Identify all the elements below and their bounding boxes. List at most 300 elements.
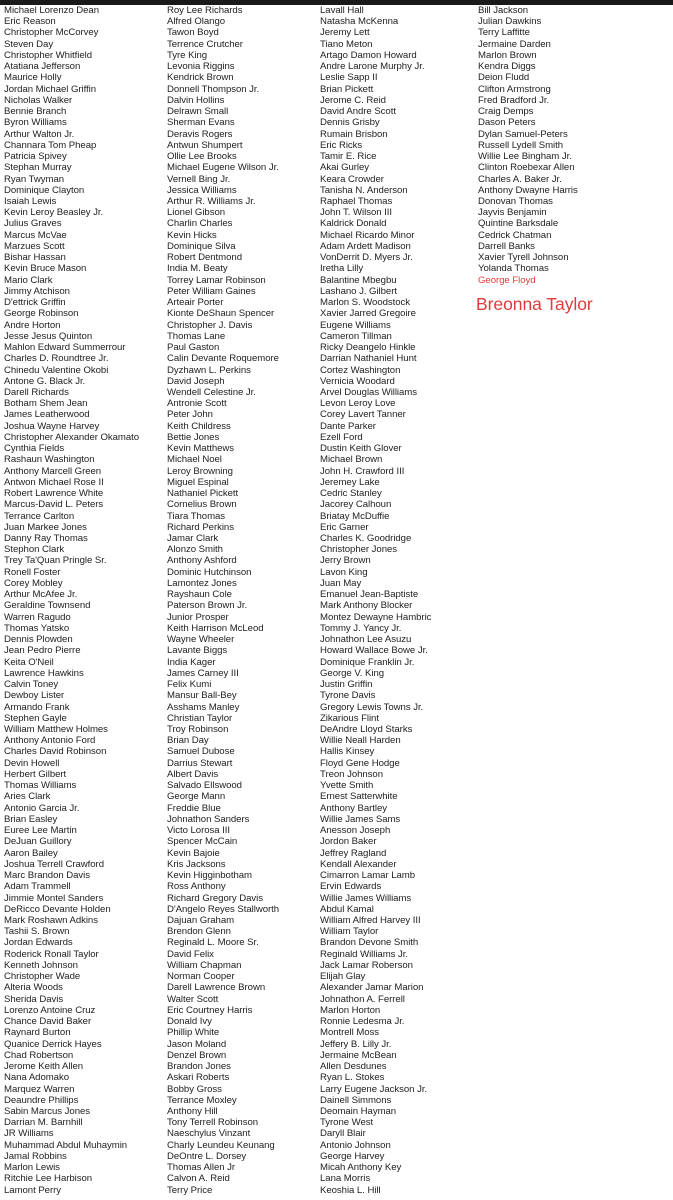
name-entry: Tamir E. Rice [320, 151, 377, 163]
name-entry: Aaron Bailey [4, 847, 58, 859]
name-entry: Muhammad Abdul Muhaymin [4, 1139, 128, 1151]
name-entry: Gregory Lewis Towns Jr. [320, 701, 424, 713]
name-entry: Marlon Horton [320, 1004, 381, 1016]
name-entry: Brendon Glenn [167, 926, 231, 938]
name-entry: Rayshaun Cole [167, 589, 232, 601]
name-entry: Ritchie Lee Harbison [4, 1173, 93, 1185]
name-entry: Jeffery B. Lilly Jr. [320, 1038, 392, 1050]
name-entry: Willie James Sams [320, 813, 401, 825]
name-entry: Brian Easley [4, 813, 58, 825]
name-entry: Antwon Michael Rose II [4, 476, 104, 488]
name-entry: Akai Gurley [320, 162, 370, 174]
name-entry: Briatay McDuffie [320, 510, 390, 522]
name-entry: Tawon Boyd [167, 27, 219, 39]
name-entry: James Carney III [167, 667, 239, 679]
name-entry: Dennis Grisby [320, 117, 380, 129]
name-entry: Ronell Foster [4, 566, 61, 578]
name-entry: Byron Williams [4, 117, 67, 129]
name-entry: DeAndre Lloyd Starks [320, 724, 413, 735]
name-entry: Xavier Tyrell Johnson [478, 252, 569, 264]
name-entry: Darrius Stewart [167, 757, 233, 769]
name-entry: Cameron Tillman [320, 330, 392, 342]
name-entry: Allen Desdunes [320, 1061, 387, 1073]
name-entry: Ernest Satterwhite [320, 791, 398, 803]
name-entry: Eugene Williams [320, 319, 391, 331]
name-entry: Bennie Branch [4, 106, 67, 118]
name-entry: Johnathon Lee Asuzu [320, 634, 412, 646]
name-entry: Walter Scott [167, 993, 219, 1005]
name-entry: Tyre King [167, 49, 208, 61]
name-entry: Bobby Gross [167, 1083, 222, 1095]
name-entry: Andre Horton [4, 319, 61, 331]
name-entry: Stephan Murray [4, 162, 72, 174]
name-entry: Albert Davis [167, 768, 219, 780]
name-entry: Jean Pedro Pierre [4, 645, 81, 657]
name-entry: Keith Harrison McLeod [167, 622, 264, 634]
name-entry: Vernicia Woodard [320, 375, 395, 387]
name-entry: Charles K. Goodridge [320, 533, 412, 545]
name-entry: John T. Wilson III [320, 207, 392, 219]
name-entry: Donovan Thomas [478, 195, 553, 207]
name-entry: Arvel Douglas Williams [320, 386, 417, 398]
name-entry: Arteair Porter [167, 297, 224, 309]
name-entry: Yvette Smith [320, 780, 374, 792]
name-entry: Stephon Clark [4, 544, 65, 556]
featured-name: Breonna Taylor [476, 293, 593, 314]
name-entry: Thomas Allen Jr [167, 1162, 236, 1174]
name-entry: Thomas Williams [4, 780, 77, 792]
name-entry: Rashaun Washington [4, 454, 95, 466]
name-entry: Paterson Brown Jr. [167, 600, 248, 612]
name-entry: Asshams Manley [167, 701, 240, 713]
name-entry: Raphael Thomas [320, 195, 393, 207]
name-entry: Thomas Lane [167, 330, 226, 342]
name-entry: Donald Ivy [167, 1016, 212, 1028]
name-entry: Keoshia L. Hill [320, 1184, 381, 1196]
name-entry: Dominique Silva [167, 240, 236, 252]
name-entry: Kionte DeShaun Spencer [167, 308, 275, 320]
name-entry: Jack Lamar Roberson [320, 959, 413, 971]
name-entry: Samuel Dubose [167, 746, 235, 758]
name-entry: Antonio Johnson [320, 1139, 391, 1151]
name-entry: Marlon Brown [478, 49, 537, 61]
name-entry: Brandon Jones [167, 1061, 231, 1073]
name-entry: Donnell Thompson Jr. [167, 83, 260, 95]
name-entry: Arthur Walton Jr. [4, 128, 75, 140]
name-entry: Hallis Kinsey [320, 746, 375, 758]
name-entry: Jerome C. Reid [320, 94, 386, 106]
name-entry: William Alfred Harvey III [320, 914, 421, 926]
name-entry: Dalvin Hollins [167, 94, 225, 106]
name-entry: Levon Leroy Love [320, 398, 396, 410]
name-entry: Kevin Bajoie [167, 847, 220, 859]
name-entry: Lavon King [320, 566, 368, 578]
name-entry: Salvado Ellswood [167, 780, 242, 792]
name-entry: Johnathon Sanders [167, 813, 250, 825]
name-entry: David Felix [167, 948, 214, 960]
name-entry: Juan May [320, 577, 362, 589]
name-entry: Eric Ricks [320, 139, 363, 151]
name-entry: Christian Taylor [167, 712, 233, 724]
name-entry: George Robinson [4, 308, 79, 320]
name-entry: Tyrone West [320, 1117, 374, 1129]
name-entry: George Harvey [320, 1150, 385, 1162]
name-entry: Joshua Terrell Crawford [4, 858, 104, 870]
name-entry: Christopher Alexander Okamato [4, 431, 140, 443]
name-entry: Ollie Lee Brooks [167, 151, 237, 163]
name-entry: Jeremey Lake [320, 476, 380, 488]
name-entry: Dason Peters [478, 117, 536, 129]
name-entry: Chance David Baker [4, 1016, 92, 1028]
name-entry: Brian Pickett [320, 83, 374, 95]
name-entry: Trey Ta'Quan Pringle Sr. [4, 555, 107, 567]
name-entry: Dominique Franklin Jr. [320, 656, 415, 668]
name-entry: Jimmie Montel Sanders [4, 892, 104, 904]
name-entry: Terry Price [167, 1184, 213, 1196]
name-entry: Jordon Baker [320, 836, 377, 848]
name-entry: Richard Perkins [167, 521, 234, 533]
name-entry: Jerry Brown [320, 555, 371, 567]
name-entry: Willie Neall Harden [320, 735, 401, 747]
name-entry: JR Williams [4, 1128, 54, 1140]
name-entry: Tanisha N. Anderson [320, 184, 408, 196]
name-entry: Cedrick Chatman [478, 229, 552, 241]
name-entry: Keara Crowder [320, 173, 384, 185]
name-entry: Quintine Barksdale [478, 218, 559, 230]
name-entry: John H. Crawford III [320, 465, 405, 477]
name-entry: Dustin Keith Glover [320, 443, 402, 455]
name-entry: Danny Ray Thomas [4, 533, 88, 545]
name-entry: Kevin Hicks [167, 229, 217, 241]
name-entry: Kevin Bruce Mason [4, 263, 87, 275]
name-entry: Alfred Olango [167, 16, 226, 28]
name-entry: Jesse Jesus Quinton [4, 330, 93, 342]
name-entry: Antronie Scott [167, 398, 227, 410]
highlighted-name-entry: George Floyd [478, 274, 536, 286]
name-entry: Yolanda Thomas [478, 263, 549, 275]
name-entry: Tyrone Davis [320, 690, 376, 702]
name-entry: Dainell Simmons [320, 1094, 392, 1106]
names-column-1 [4, 5, 139, 1196]
name-entry: Natasha McKenna [320, 16, 399, 28]
name-entry: Sabin Marcus Jones [4, 1105, 91, 1117]
name-entry: Vernell Bing Jr. [167, 173, 231, 185]
name-entry: Darrell Banks [478, 240, 535, 252]
name-entry: Marcus McVae [4, 229, 67, 241]
name-entry: Spencer McCain [167, 836, 238, 848]
name-entry: Leslie Sapp II [320, 72, 378, 84]
name-entry: Jordan Edwards [4, 937, 73, 949]
name-entry: Kenneth Johnson [4, 959, 78, 971]
name-entry: Rumain Brisbon [320, 128, 388, 140]
name-entry: Sherida Davis [4, 993, 64, 1005]
name-entry: Isaiah Lewis [4, 195, 57, 207]
name-entry: Dewboy Lister [4, 690, 65, 702]
name-entry: Lionel Gibson [167, 207, 226, 219]
name-entry: Ezell Ford [320, 431, 363, 443]
name-entry: Jacorey Calhoun [320, 499, 392, 511]
name-entry: Marc Brandon Davis [4, 870, 91, 882]
name-entry: Mark Anthony Blocker [320, 600, 413, 612]
name-entry: Alexander Jamar Marion [320, 982, 424, 994]
name-entry: Kevin Leroy Beasley Jr. [4, 207, 104, 219]
name-entry: Ryan Twyman [4, 173, 65, 185]
name-entry: Christopher Wade [4, 971, 81, 983]
name-entry: Dennis Plowden [4, 634, 73, 646]
name-entry: William Chapman [167, 959, 242, 971]
name-entry: Dante Parker [320, 420, 376, 432]
name-entry: D'Angelo Reyes Stallworth [167, 903, 280, 915]
name-entry: Aries Clark [4, 791, 51, 803]
name-entry: Christopher Jones [320, 544, 398, 556]
name-entry: Felix Kumi [167, 679, 212, 691]
name-entry: Phillip White [167, 1027, 220, 1039]
name-entry: David Andre Scott [320, 106, 396, 118]
name-entry: Reginald Williams Jr. [320, 948, 408, 960]
name-entry: Patricia Spivey [4, 151, 67, 163]
name-entry: Dyzhawn L. Perkins [167, 364, 251, 376]
name-entry: Jordan Michael Griffin [4, 83, 97, 95]
name-entry: Naeschylus Vinzant [167, 1128, 251, 1140]
name-entry: Stephen Gayle [4, 712, 67, 724]
name-entry: Lamontez Jones [167, 577, 237, 589]
name-entry: Deomain Hayman [320, 1105, 397, 1117]
name-entry: Deion Fludd [478, 72, 530, 84]
name-entry: Corey Mobley [4, 577, 63, 589]
name-entry: Ross Anthony [167, 881, 226, 893]
name-entry: Askari Roberts [167, 1072, 230, 1084]
name-entry: Herbert Gilbert [4, 768, 67, 780]
name-entry: Christopher Whitfield [4, 49, 92, 61]
name-entry: Mahlon Edward Summerrour [4, 342, 126, 354]
name-entry: Ricky Deangelo Hinkle [320, 342, 416, 354]
name-entry: Euree Lee Martin [4, 825, 77, 837]
name-entry: Terry Laffitte [478, 27, 530, 39]
name-entry: Brandon Devone Smith [320, 937, 419, 949]
name-entry: Larry Eugene Jackson Jr. [320, 1083, 428, 1095]
name-entry: William Matthew Holmes [4, 724, 108, 735]
name-entry: Anthony Dwayne Harris [478, 184, 578, 196]
name-entry: Deaundre Phillips [4, 1094, 79, 1106]
name-entry: Bill Jackson [478, 5, 529, 16]
name-entry: Kaldrick Donald [320, 218, 387, 230]
name-entry: Cornelius Brown [167, 499, 237, 511]
name-entry: George V. King [320, 667, 385, 679]
name-entry: Elijah Glay [320, 971, 366, 983]
name-entry: Montrell Moss [320, 1027, 380, 1039]
name-entry: Jessica Williams [167, 184, 237, 196]
name-entry: Jason Moland [167, 1038, 227, 1050]
name-entry: Adam Trammell [4, 881, 71, 893]
name-entry: Armando Frank [4, 701, 70, 713]
name-entry: Kris Jacksons [167, 858, 226, 870]
name-entry: Sherman Evans [167, 117, 235, 129]
name-entry: DeJuan Guillory [4, 836, 72, 848]
name-entry: India M. Beaty [167, 263, 228, 275]
name-entry: David Joseph [167, 375, 225, 387]
name-entry: Arthur McAfee Jr. [4, 589, 78, 601]
name-entry: Daryll Blair [320, 1128, 366, 1140]
name-entry: James Leatherwood [4, 409, 90, 421]
name-entry: Keith Childress [167, 420, 231, 432]
name-entry: Freddie Blue [167, 802, 221, 814]
name-entry: Wayne Wheeler [167, 634, 235, 646]
name-entry: Nicholas Walker [4, 94, 73, 106]
name-entry: Dominique Clayton [4, 184, 85, 196]
name-entry: Charles D. Roundtree Jr. [4, 353, 109, 365]
name-entry: Jeremy Lett [320, 27, 370, 39]
name-entry: Treon Johnson [320, 768, 383, 780]
name-entry: Iretha Lilly [320, 263, 364, 275]
name-entry: Lorenzo Antoine Cruz [4, 1004, 96, 1016]
name-entry: Tiara Thomas [167, 510, 226, 522]
name-entry: Junior Prosper [167, 611, 229, 623]
name-entry: Nathaniel Pickett [167, 488, 239, 500]
name-entry: Atatiana Jefferson [4, 61, 81, 73]
name-entry: Antone G. Black Jr. [4, 375, 86, 387]
name-entry: Clinton Roebexar Allen [478, 162, 575, 174]
name-entry: Chinedu Valentine Okobi [4, 364, 109, 376]
name-entry: Lavante Biggs [167, 645, 228, 657]
name-entry: Warren Ragudo [4, 611, 71, 623]
name-entry: Kevin Higginbotham [167, 870, 252, 882]
name-entry: D'ettrick Griffin [4, 297, 66, 309]
name-entry: Abdul Kamal [320, 903, 374, 915]
name-entry: Lashano J. Gilbert [320, 285, 397, 297]
name-entry: Lamont Perry [4, 1184, 61, 1196]
name-entry: Eric Reason [4, 16, 56, 28]
name-entry: Antonio Garcia Jr. [4, 802, 80, 814]
name-entry: Anthony Bartley [320, 802, 387, 814]
name-entry: Montez Dewayne Hambric [320, 611, 432, 623]
name-entry: Darrian Nathaniel Hunt [320, 353, 417, 365]
name-entry: Charles A. Baker Jr. [478, 173, 562, 185]
name-entry: Bishar Hassan [4, 252, 66, 264]
name-entry: Terrance Carlton [4, 510, 75, 522]
name-entry: Delrawn Small [167, 106, 229, 118]
name-entry: Micah Anthony Key [320, 1162, 402, 1174]
name-entry: Leroy Browning [167, 465, 233, 477]
name-entry: Michael Ricardo Minor [320, 229, 415, 241]
name-entry: Jeffrey Ragland [320, 847, 387, 859]
names-column-3 [320, 5, 431, 1196]
name-entry: Calvin Toney [4, 679, 59, 691]
name-entry: Terrance Moxley [167, 1094, 237, 1106]
name-entry: Jermaine McBean [320, 1049, 397, 1061]
name-entry: Marlon S. Woodstock [320, 297, 411, 309]
name-entry: Willie Lee Bingham Jr. [478, 151, 572, 163]
name-entry: Tommy J. Yancy Jr. [320, 622, 402, 634]
name-entry: Justin Griffin [320, 679, 373, 691]
name-entry: Norman Cooper [167, 971, 235, 983]
name-entry: Christopher McCorvey [4, 27, 99, 39]
name-entry: Floyd Gene Hodge [320, 757, 400, 769]
name-entry: Levonia Riggins [167, 61, 235, 73]
name-entry: Xavier Jarred Gregoire [320, 308, 416, 320]
name-entry: Michael Eugene Wilson Jr. [167, 162, 279, 174]
name-entry: Kendrick Brown [167, 72, 234, 84]
name-entry: Roderick Ronall Taylor [4, 948, 99, 960]
name-entry: Alteria Woods [4, 982, 63, 994]
name-entry: Calvon A. Reid [167, 1173, 230, 1185]
name-entry: Cedric Stanley [320, 488, 382, 500]
name-entry: Darell Lawrence Brown [167, 982, 266, 994]
name-entry: Dylan Samuel-Peters [478, 128, 568, 140]
name-entry: Lana Morris [320, 1173, 371, 1185]
name-entry: Peter William Gaines [167, 285, 256, 297]
name-entry: Bettie Jones [167, 431, 220, 443]
name-entry: Marquez Warren [4, 1083, 75, 1095]
name-entry: Roy Lee Richards [167, 5, 243, 16]
name-entry: Julian Dawkins [478, 16, 542, 28]
name-entry: DeRicco Devante Holden [4, 903, 111, 915]
name-entry: Quanice Derrick Hayes [4, 1038, 102, 1050]
name-entry: Corey Lavert Tanner [320, 409, 406, 421]
name-entry: Kendra Diggs [478, 61, 536, 73]
name-entry: Fred Bradford Jr. [478, 94, 550, 106]
name-entry: Botham Shem Jean [4, 398, 88, 410]
name-entry: Marzues Scott [4, 240, 65, 252]
name-entry: Keita O'Neil [4, 656, 54, 668]
name-entry: Chad Robertson [4, 1049, 74, 1061]
name-entry: Howard Wallace Bowe Jr. [320, 645, 428, 657]
name-entry: Paul Gaston [167, 342, 220, 354]
name-entry: Miguel Espinal [167, 476, 229, 488]
names-column-2 [167, 5, 279, 1196]
name-entry: Geraldine Townsend [4, 600, 91, 612]
name-entry: Alonzo Smith [167, 544, 223, 556]
name-entry: Russell Lydell Smith [478, 139, 564, 151]
name-entry: Deravis Rogers [167, 128, 233, 140]
name-entry: Terrence Crutcher [167, 38, 243, 50]
name-entry: Mark Roshawn Adkins [4, 914, 98, 926]
name-entry: Cortez Washington [320, 364, 401, 376]
name-entry: Robert Dentmond [167, 252, 242, 264]
name-entry: DeOntre L. Dorsey [167, 1150, 247, 1162]
name-entry: Nana Adomako [4, 1072, 70, 1084]
name-entry: Craig Demps [478, 106, 534, 118]
name-entry: Adam Ardett Madison [320, 240, 411, 252]
name-entry: Steven Day [4, 38, 54, 50]
name-entry: William Taylor [320, 926, 379, 938]
name-entry: Ryan L. Stokes [320, 1072, 385, 1084]
name-entry: Wendell Celestine Jr. [167, 386, 256, 398]
name-entry: Tashii S. Brown [4, 926, 70, 938]
name-entry: Reginald L. Moore Sr. [167, 937, 259, 949]
name-entry: Michael Lorenzo Dean [4, 5, 99, 16]
name-entry: Cynthia Fields [4, 443, 65, 455]
name-entry: Victo Lorosa III [167, 825, 231, 837]
name-entry: Willie James Williams [320, 892, 412, 904]
name-entry: Channara Tom Pheap [4, 139, 97, 151]
name-entry: Michael Noel [167, 454, 222, 466]
name-entry: Jayvis Benjamin [478, 207, 547, 219]
name-entry: Jamar Clark [167, 533, 219, 545]
name-entry: Marlon Lewis [4, 1162, 60, 1174]
name-entry: Artago Damon Howard [320, 49, 417, 61]
name-entry: Anthony Ashford [167, 555, 237, 567]
name-entry: Dominic Hutchinson [167, 566, 252, 578]
name-entry: Juan Markee Jones [4, 521, 87, 533]
name-entry: Lawrence Hawkins [4, 667, 84, 679]
name-entry: Kendall Alexander [320, 858, 397, 870]
name-entry: Jerome Keith Allen [4, 1061, 84, 1073]
name-entry: Johnathon A. Ferrell [320, 993, 405, 1005]
name-entry: Maurice Holly [4, 72, 62, 84]
name-entry: Brian Day [167, 735, 209, 747]
name-entry: Christopher J. Davis [167, 319, 253, 331]
name-entry: Anesson Joseph [320, 825, 391, 837]
